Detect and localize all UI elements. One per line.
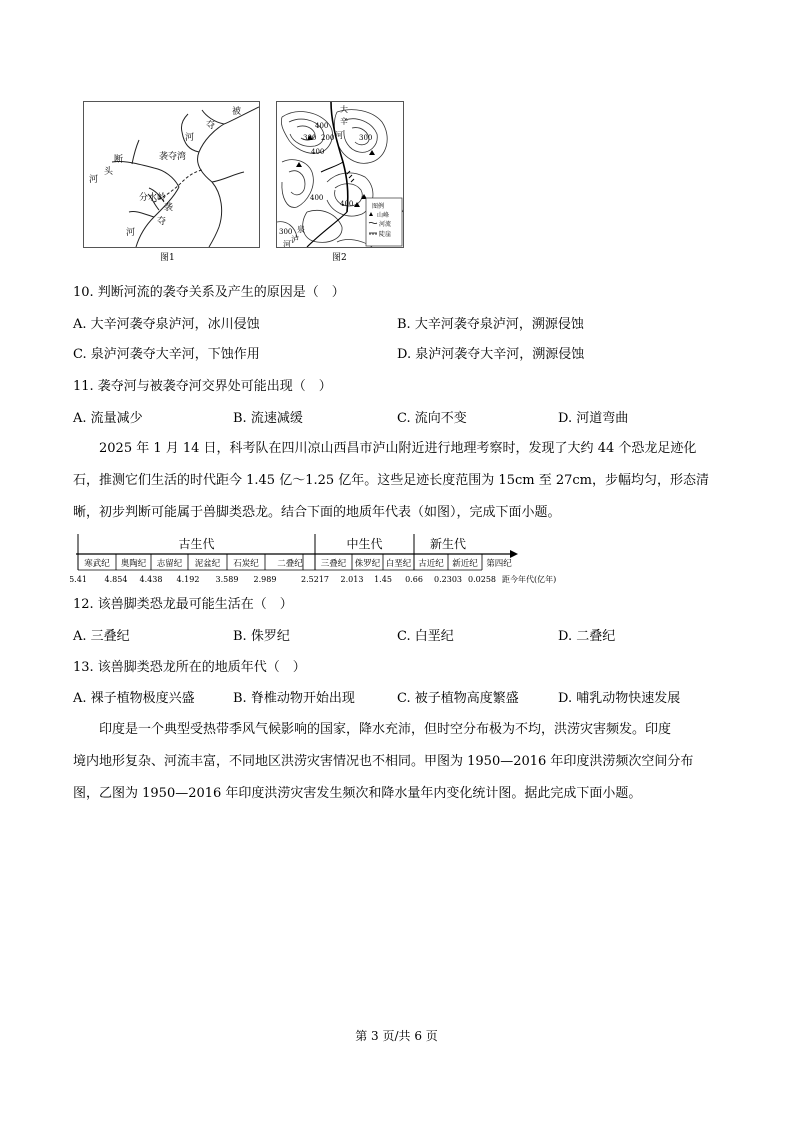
question-10-stem: 10. 判断河流的袭夺关系及产生的原因是（ ） [73,285,345,300]
timeline-svg [70,530,590,586]
period-label-4: 泥盆纪 [194,559,221,569]
figure-2-svg [277,102,403,247]
tick-label-12: 0.0258 [468,575,496,584]
passage-1-line-2: 石，推测它们生活的时代距今 1.45 亿～1.25 亿年。这些足迹长度范围为 15cm 至 27cm，步幅均匀，形态清 [73,473,709,488]
label-300c: 300 [279,228,293,236]
legend-peak: 山峰 [377,212,390,219]
question-12-stem: 12. 该兽脚类恐龙最可能生活在（ ） [73,597,293,612]
label-he: 河 [335,131,343,140]
figure-1-river-capture-map [83,101,260,248]
legend-title: 图例 [372,203,385,210]
page-footer: 第 3 页/共 6 页 [355,1029,438,1043]
figure-2-caption: 图2 [332,253,347,263]
legend-cliff: 陡崖 [379,231,392,238]
label-he-top: 河 [185,133,195,143]
tick-label-8: 2.013 [340,575,364,584]
q12-option-c: C. 白垩纪 [397,629,454,644]
passage-2-line-3: 图，乙图为 1950—2016 年印度洪涝灾害发生频次和降水量年内变化统计图。据此完成下面小题。 [73,786,642,801]
label-da: 大 [340,105,348,114]
q11-option-c: C. 流向不变 [397,411,467,426]
q11-option-a: A. 流量减少 [73,411,143,426]
tick-label-11: 0.2303 [434,575,462,584]
tick-label-9: 1.45 [374,575,392,584]
timeline-arrow-icon [510,550,518,558]
label-300b: 300 [359,134,373,142]
period-label-10: 古近纪 [418,559,444,569]
figure-2-contour-map [276,101,404,248]
q10-option-a: A. 大辛河袭夺泉泸河，冰川侵蚀 [73,317,260,332]
passage-1-line-3: 晰，初步判断可能属于兽脚类恐龙。结合下面的地质年代表（如图），完成下面小题。 [73,505,561,520]
q10-option-d: D. 泉泸河袭夺大辛河，溯源侵蚀 [397,347,585,362]
tick-label-7: 2.5217 [301,575,329,584]
tick-label-10: 0.66 [405,575,423,584]
passage-1-line-1: 2025 年 1 月 14 日，科考队在四川凉山西昌市泸山附近进行地理考察时，发现了大约 44 个恐龙足迹化 [99,441,697,456]
label-400a: 400 [315,122,329,130]
label-xi: 袭 [164,203,174,213]
tick-label-6: 2.989 [253,575,277,584]
q10-option-b: B. 大辛河袭夺泉泸河，溯源侵蚀 [397,317,584,332]
label-400b: 400 [311,148,325,156]
figure-2-legend [366,198,402,246]
label-xiduohe: 袭夺湾 [159,152,187,162]
period-label-11: 新近纪 [452,559,478,569]
label-duan: 断 [114,155,124,165]
q13-option-d: D. 哺乳动物快速发展 [558,691,681,706]
tick-label-5: 3.589 [215,575,239,584]
label-lu: 泸 [291,235,299,244]
figure-1-svg [84,102,259,247]
tick-label-1: 5.41 [70,575,87,584]
era-label-1: 古生代 [178,537,215,551]
tick-label-2: 4.854 [104,575,128,584]
tick-label-4: 4.192 [176,575,200,584]
cliff-icon [369,233,377,235]
label-300a: 300 [303,134,317,142]
label-duo2: 夺 [157,217,167,227]
period-label-7: 三叠纪 [320,559,347,569]
period-label-5: 石炭纪 [233,559,259,569]
q12-option-b: B. 侏罗纪 [233,629,290,644]
q13-option-a: A. 裸子植物极度兴盛 [73,691,195,706]
q10-option-c: C. 泉泸河袭夺大辛河，下蚀作用 [73,347,260,362]
q12-option-d: D. 二叠纪 [558,629,616,644]
era-label-3: 新生代 [429,537,467,551]
legend-river: 河流 [379,221,392,228]
passage-2-line-2: 境内地形复杂、河流丰富，不同地区洪涝灾害情况也不相同。甲图为 1950—2016 年印度洪涝频次空间分布 [73,754,694,769]
label-tou: 头 [104,167,114,177]
era-label-2: 中生代 [346,537,383,551]
period-label-6: 二叠纪 [277,559,303,569]
period-label-8: 侏罗纪 [354,559,381,569]
question-11-stem: 11. 袭夺河与被袭夺河交界处可能出现（ ） [73,379,332,394]
question-13-stem: 13. 该兽脚类恐龙所在的地质年代（ ） [73,660,306,675]
label-he-left: 河 [89,175,99,185]
label-quan: 泉 [297,225,305,234]
label-he-bottom: 河 [126,228,136,238]
period-label-12: 第四纪 [486,559,512,569]
figure-1-caption: 图1 [160,253,175,263]
label-fenshuiling: 分水岭 [139,193,167,203]
passage-2-line-1: 印度是一个典型受热带季风气候影响的国家，降水充沛，但时空分布极为不均，洪涝灾害频发。印度 [99,722,672,737]
label-xin: 辛 [340,117,348,126]
period-label-2: 奥陶纪 [120,559,147,569]
q11-option-d: D. 河道弯曲 [558,411,629,426]
label-he2: 河 [283,240,291,247]
q11-option-b: B. 流速减缓 [233,411,303,426]
tick-label-3: 4.438 [139,575,163,584]
geologic-time-scale [70,530,590,586]
label-400c: 400 [310,194,324,202]
period-label-3: 志留纪 [156,559,183,569]
label-duo: 夺 [206,121,216,131]
label-400d: 400 [340,200,354,208]
period-label-9: 白垩纪 [385,559,412,569]
label-bei: 被 [232,107,242,117]
period-label-1: 寒武纪 [84,559,110,569]
axis-label: 距今年代(亿年) [502,575,557,584]
q12-option-a: A. 三叠纪 [73,629,130,644]
q13-option-c: C. 被子植物高度繁盛 [397,691,519,706]
label-200: 200 [321,134,335,142]
q13-option-b: B. 脊椎动物开始出现 [233,691,355,706]
